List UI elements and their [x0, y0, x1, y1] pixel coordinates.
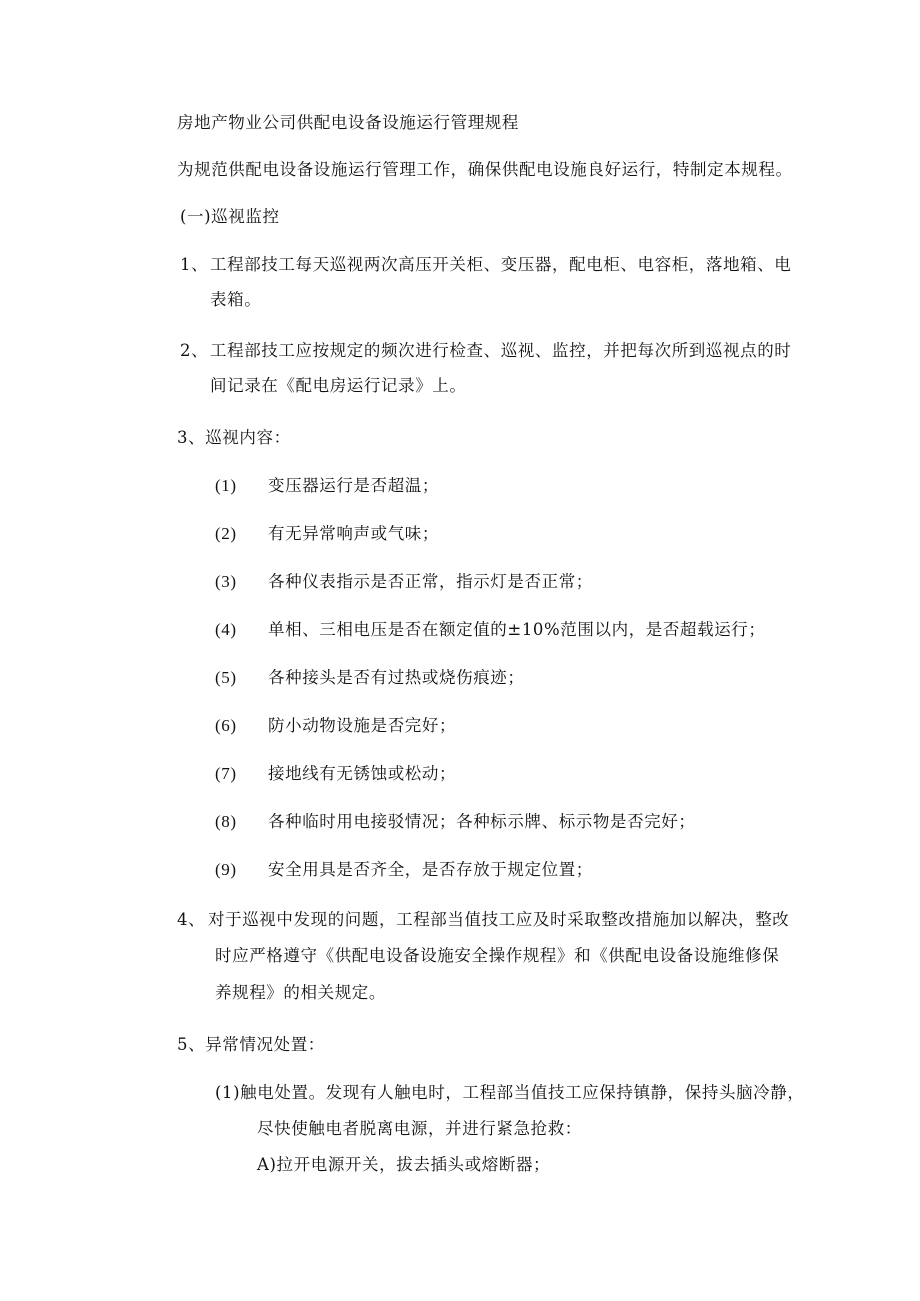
subitem-number: (9): [215, 860, 237, 879]
subitem-number: (3): [215, 572, 237, 591]
section-heading: (一)巡视监控: [180, 207, 280, 226]
item-4-text-line1: 对于巡视中发现的问题，工程部当值技工应及时采取整改措施加以解决，整改: [208, 910, 790, 929]
item-1-number: 1、: [180, 255, 209, 274]
item-3-heading: 3、巡视内容：: [177, 428, 291, 447]
item-2-text-line2: 间记录在《配电房运行记录》上。: [210, 376, 467, 395]
subitem-number: (7): [215, 764, 237, 783]
item-1-text-line1: 工程部技工每天巡视两次高压开关柜、变压器，配电柜、电容柜，落地箱、电: [210, 255, 792, 274]
item-4-text-line3: 养规程》的相关规定。: [215, 983, 386, 1002]
subitem-number: (1): [215, 476, 237, 495]
intro-paragraph: 为规范供配电设备设施运行管理工作，确保供配电设施良好运行，特制定本规程。: [177, 160, 793, 179]
subitem-text: 各种仪表指示是否正常，指示灯是否正常；: [268, 572, 593, 591]
subitem-text: 安全用具是否齐全，是否存放于规定位置；: [268, 860, 593, 879]
item-5-sub1-line1: (1)触电处置。发现有人触电时，工程部当值技工应保持镇静，保持头脑冷静，: [215, 1083, 805, 1102]
item-2-text-line1: 工程部技工应按规定的频次进行检查、巡视、监控，并把每次所到巡视点的时: [210, 341, 792, 360]
subitem-number: (6): [215, 716, 237, 735]
subitem-text: 各种接头是否有过热或烧伤痕迹；: [268, 668, 525, 687]
subitem-number: (4): [215, 620, 237, 639]
item-4-text-line2: 时应严格遵守《供配电设备设施安全操作规程》和《供配电设备设施维修保: [215, 946, 780, 965]
subitem-text: 接地线有无锈蚀或松动；: [268, 764, 457, 783]
subitem-number: (5): [215, 668, 237, 687]
subitem-text: 防小动物设施是否完好；: [268, 716, 457, 735]
document-title: 房地产物业公司供配电设备设施运行管理规程: [177, 113, 519, 132]
item-1-text-line2: 表箱。: [210, 290, 262, 309]
subitem-number: (8): [215, 812, 237, 831]
item-5-sub1-line2: 尽快使触电者脱离电源，并进行紧急抢救：: [257, 1119, 582, 1138]
subitem-number: (2): [215, 524, 237, 543]
subitem-text: 各种临时用电接驳情况；各种标示牌、标示物是否完好；: [268, 812, 696, 831]
item-5-heading: 5、异常情况处置：: [177, 1035, 325, 1054]
item-2-number: 2、: [180, 341, 209, 360]
subitem-text: 有无异常响声或气味；: [268, 524, 439, 543]
subitem-text: 变压器运行是否超温；: [268, 476, 439, 495]
item-4-number: 4、: [177, 910, 206, 929]
item-5-sub1-line3: A)拉开电源开关，拔去插头或熔断器；: [257, 1155, 551, 1174]
subitem-text: 单相、三相电压是否在额定值的±10%范围以内，是否超载运行；: [268, 620, 766, 639]
